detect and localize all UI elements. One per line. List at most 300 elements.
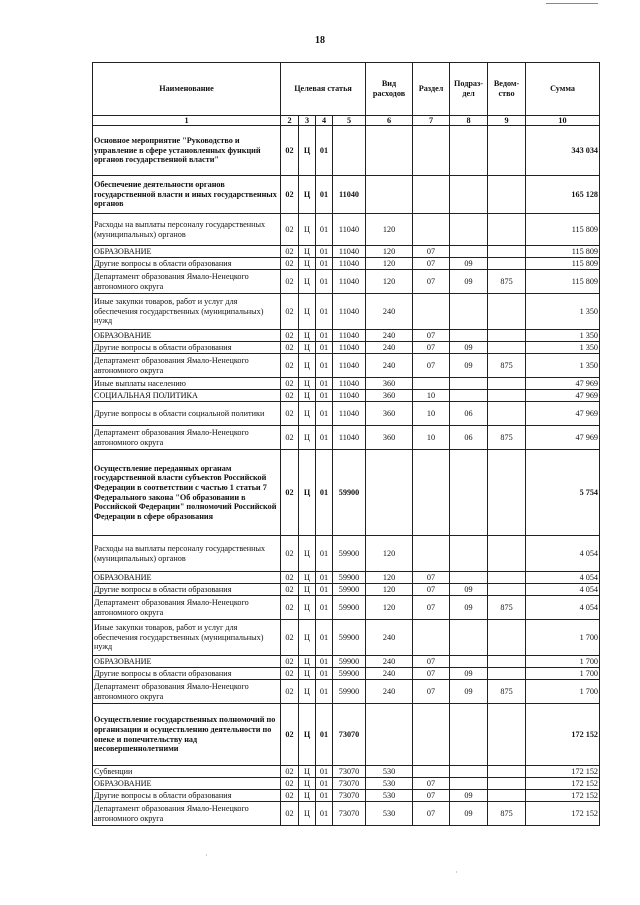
header-department: Ведом-ство	[488, 63, 526, 116]
expense-type	[366, 176, 413, 214]
program-code: 02	[281, 536, 299, 572]
row-name: Другие вопросы в области образования	[93, 584, 281, 596]
section	[413, 214, 450, 246]
program-code: 02	[281, 766, 299, 778]
table-row	[93, 402, 600, 426]
row-name: Осуществление государственных полномочий по организации и осуществлению деятельности по опеке и попечительству над несовершеннолетними	[93, 704, 281, 766]
row-name: Департамент образования Ямало-Ненецкого автономного округа	[93, 426, 281, 450]
department-code	[488, 294, 526, 330]
row-name: Другие вопросы в области социальной политики	[93, 402, 281, 426]
row-name: Обеспечение деятельности органов государственной власти и иных государственных органов	[93, 176, 281, 214]
department-code	[488, 390, 526, 402]
table-row	[93, 766, 600, 778]
expense-type: 360	[366, 402, 413, 426]
page-number: 18	[315, 35, 325, 46]
subsection	[450, 390, 488, 402]
expense-type: 360	[366, 378, 413, 390]
program-code: 02	[281, 294, 299, 330]
row-name: Субвенции	[93, 766, 281, 778]
direction-code: 11040	[333, 330, 366, 342]
event-code: 01	[316, 680, 333, 704]
table-row	[93, 596, 600, 620]
event-code: 01	[316, 176, 333, 214]
section	[413, 378, 450, 390]
section	[413, 176, 450, 214]
column-number: 2	[281, 116, 299, 126]
row-name: ОБРАЗОВАНИЕ	[93, 778, 281, 790]
row-name: СОЦИАЛЬНАЯ ПОЛИТИКА	[93, 390, 281, 402]
subprogram-code: Ц	[299, 704, 316, 766]
subprogram-code: Ц	[299, 294, 316, 330]
section: 10	[413, 390, 450, 402]
row-sum: 343 034	[526, 126, 600, 176]
row-sum: 172 152	[526, 790, 600, 802]
row-name: ОБРАЗОВАНИЕ	[93, 246, 281, 258]
subsection	[450, 766, 488, 778]
department-code	[488, 656, 526, 668]
row-sum: 172 152	[526, 704, 600, 766]
table-row	[93, 584, 600, 596]
department-code	[488, 620, 526, 656]
section: 07	[413, 354, 450, 378]
header-subsection: Подраз-дел	[450, 63, 488, 116]
department-code	[488, 584, 526, 596]
row-sum: 1 350	[526, 294, 600, 330]
event-code: 01	[316, 126, 333, 176]
section	[413, 766, 450, 778]
table-row	[93, 126, 600, 176]
column-number: 1	[93, 116, 281, 126]
row-name: Иные выплаты населению	[93, 378, 281, 390]
row-name: Другие вопросы в области образования	[93, 258, 281, 270]
header-sum: Сумма	[526, 63, 600, 116]
column-number: 8	[450, 116, 488, 126]
direction-code: 59900	[333, 536, 366, 572]
expense-type	[366, 126, 413, 176]
row-sum: 165 128	[526, 176, 600, 214]
subprogram-code: Ц	[299, 450, 316, 536]
expense-type: 120	[366, 258, 413, 270]
direction-code: 11040	[333, 390, 366, 402]
row-name: Осуществление переданных органам государственной власти субъектов Российской Федерации в соответствии с частью 1 статьи 7 Федерального закона "Об образовании в Российской Федерации" полномочий Российской Федерации в сфере образования	[93, 450, 281, 536]
expense-type: 530	[366, 802, 413, 826]
row-sum: 47 969	[526, 390, 600, 402]
expense-type: 240	[366, 620, 413, 656]
section	[413, 294, 450, 330]
event-code: 01	[316, 390, 333, 402]
program-code: 02	[281, 270, 299, 294]
department-code: 875	[488, 680, 526, 704]
direction-code: 73070	[333, 766, 366, 778]
subsection: 09	[450, 584, 488, 596]
table-row	[93, 802, 600, 826]
table-body	[93, 126, 600, 826]
subprogram-code: Ц	[299, 802, 316, 826]
section	[413, 450, 450, 536]
table-row	[93, 342, 600, 354]
direction-code: 11040	[333, 426, 366, 450]
row-sum: 4 054	[526, 584, 600, 596]
table-row	[93, 790, 600, 802]
department-code	[488, 790, 526, 802]
direction-code: 73070	[333, 802, 366, 826]
row-name: Департамент образования Ямало-Ненецкого автономного округа	[93, 596, 281, 620]
program-code: 02	[281, 402, 299, 426]
table-row	[93, 778, 600, 790]
direction-code: 11040	[333, 258, 366, 270]
row-name: Иные закупки товаров, работ и услуг для обеспечения государственных (муниципальных) нужд	[93, 620, 281, 656]
event-code: 01	[316, 656, 333, 668]
department-code	[488, 402, 526, 426]
direction-code: 59900	[333, 656, 366, 668]
expense-type: 360	[366, 390, 413, 402]
row-sum: 172 152	[526, 766, 600, 778]
section: 07	[413, 802, 450, 826]
program-code: 02	[281, 572, 299, 584]
table-row	[93, 390, 600, 402]
program-code: 02	[281, 596, 299, 620]
subprogram-code: Ц	[299, 620, 316, 656]
row-sum: 115 809	[526, 270, 600, 294]
direction-code: 11040	[333, 378, 366, 390]
program-code: 02	[281, 680, 299, 704]
scan-speck: ·	[455, 868, 458, 877]
subsection	[450, 294, 488, 330]
expense-type: 530	[366, 766, 413, 778]
column-number: 10	[526, 116, 600, 126]
subprogram-code: Ц	[299, 766, 316, 778]
department-code: 875	[488, 354, 526, 378]
header-expense-type: Вид расходов	[366, 63, 413, 116]
row-name: Расходы на выплаты персоналу государственных (муниципальных) органов	[93, 536, 281, 572]
program-code: 02	[281, 620, 299, 656]
subprogram-code: Ц	[299, 790, 316, 802]
row-sum: 4 054	[526, 572, 600, 584]
department-code	[488, 450, 526, 536]
table-row	[93, 378, 600, 390]
program-code: 02	[281, 126, 299, 176]
subprogram-code: Ц	[299, 656, 316, 668]
direction-code: 59900	[333, 596, 366, 620]
expense-type: 530	[366, 778, 413, 790]
event-code: 01	[316, 426, 333, 450]
subsection: 06	[450, 426, 488, 450]
row-sum: 1 350	[526, 354, 600, 378]
table-row	[93, 704, 600, 766]
row-name: Другие вопросы в области образования	[93, 790, 281, 802]
row-sum: 4 054	[526, 536, 600, 572]
subsection: 09	[450, 354, 488, 378]
event-code: 01	[316, 572, 333, 584]
section: 10	[413, 402, 450, 426]
subsection	[450, 126, 488, 176]
row-sum: 115 809	[526, 246, 600, 258]
expense-type: 120	[366, 584, 413, 596]
row-sum: 172 152	[526, 802, 600, 826]
department-code: 875	[488, 802, 526, 826]
program-code: 02	[281, 656, 299, 668]
column-number-row	[93, 116, 600, 126]
subsection	[450, 246, 488, 258]
direction-code: 11040	[333, 176, 366, 214]
subsection: 09	[450, 596, 488, 620]
row-name: Другие вопросы в области образования	[93, 342, 281, 354]
department-code	[488, 536, 526, 572]
subprogram-code: Ц	[299, 596, 316, 620]
direction-code: 73070	[333, 790, 366, 802]
header-target-article: Целевая статья	[281, 63, 366, 116]
program-code: 02	[281, 450, 299, 536]
department-code	[488, 330, 526, 342]
event-code: 01	[316, 704, 333, 766]
direction-code: 73070	[333, 704, 366, 766]
section: 10	[413, 426, 450, 450]
program-code: 02	[281, 330, 299, 342]
table-row	[93, 258, 600, 270]
row-name: Другие вопросы в области образования	[93, 668, 281, 680]
section: 07	[413, 790, 450, 802]
event-code: 01	[316, 790, 333, 802]
program-code: 02	[281, 584, 299, 596]
row-name: ОБРАЗОВАНИЕ	[93, 330, 281, 342]
event-code: 01	[316, 342, 333, 354]
program-code: 02	[281, 790, 299, 802]
subprogram-code: Ц	[299, 584, 316, 596]
section	[413, 126, 450, 176]
subprogram-code: Ц	[299, 402, 316, 426]
subsection	[450, 778, 488, 790]
department-code	[488, 342, 526, 354]
expense-type: 120	[366, 214, 413, 246]
event-code: 01	[316, 330, 333, 342]
expense-type: 240	[366, 330, 413, 342]
section: 07	[413, 584, 450, 596]
subprogram-code: Ц	[299, 258, 316, 270]
expense-type: 120	[366, 270, 413, 294]
department-code	[488, 766, 526, 778]
expense-type: 240	[366, 354, 413, 378]
program-code: 02	[281, 214, 299, 246]
row-sum: 5 754	[526, 450, 600, 536]
subsection: 09	[450, 802, 488, 826]
row-name: Департамент образования Ямало-Ненецкого автономного округа	[93, 680, 281, 704]
program-code: 02	[281, 668, 299, 680]
expense-type: 360	[366, 426, 413, 450]
subprogram-code: Ц	[299, 126, 316, 176]
subprogram-code: Ц	[299, 342, 316, 354]
subsection	[450, 450, 488, 536]
direction-code: 11040	[333, 270, 366, 294]
table-row	[93, 450, 600, 536]
direction-code: 59900	[333, 680, 366, 704]
row-sum: 1 700	[526, 656, 600, 668]
row-name: Основное мероприятие "Руководство и управление в сфере установленных функций органов государственной власти"	[93, 126, 281, 176]
table-row	[93, 214, 600, 246]
section: 07	[413, 656, 450, 668]
event-code: 01	[316, 402, 333, 426]
expense-type: 240	[366, 342, 413, 354]
section: 07	[413, 596, 450, 620]
subprogram-code: Ц	[299, 214, 316, 246]
subprogram-code: Ц	[299, 668, 316, 680]
expense-type: 120	[366, 246, 413, 258]
row-sum: 172 152	[526, 778, 600, 790]
row-sum: 1 350	[526, 330, 600, 342]
subsection: 09	[450, 342, 488, 354]
row-sum: 1 350	[526, 342, 600, 354]
department-code	[488, 704, 526, 766]
table-row	[93, 656, 600, 668]
expense-type	[366, 704, 413, 766]
event-code: 01	[316, 668, 333, 680]
section	[413, 620, 450, 656]
subprogram-code: Ц	[299, 378, 316, 390]
event-code: 01	[316, 214, 333, 246]
section: 07	[413, 572, 450, 584]
expense-type: 240	[366, 668, 413, 680]
subprogram-code: Ц	[299, 426, 316, 450]
event-code: 01	[316, 246, 333, 258]
subprogram-code: Ц	[299, 572, 316, 584]
event-code: 01	[316, 584, 333, 596]
row-name: ОБРАЗОВАНИЕ	[93, 656, 281, 668]
department-code: 875	[488, 596, 526, 620]
expense-type	[366, 450, 413, 536]
subsection: 09	[450, 668, 488, 680]
table-row	[93, 620, 600, 656]
section: 07	[413, 246, 450, 258]
subsection: 09	[450, 680, 488, 704]
expense-type: 240	[366, 656, 413, 668]
row-sum: 1 700	[526, 680, 600, 704]
event-code: 01	[316, 450, 333, 536]
subprogram-code: Ц	[299, 536, 316, 572]
program-code: 02	[281, 390, 299, 402]
table-row	[93, 426, 600, 450]
subprogram-code: Ц	[299, 176, 316, 214]
subsection	[450, 214, 488, 246]
row-sum: 47 969	[526, 426, 600, 450]
event-code: 01	[316, 354, 333, 378]
subsection	[450, 572, 488, 584]
program-code: 02	[281, 802, 299, 826]
section	[413, 536, 450, 572]
event-code: 01	[316, 294, 333, 330]
subsection	[450, 378, 488, 390]
subsection	[450, 330, 488, 342]
event-code: 01	[316, 802, 333, 826]
subsection: 06	[450, 402, 488, 426]
row-sum: 115 809	[526, 258, 600, 270]
subprogram-code: Ц	[299, 354, 316, 378]
table-row	[93, 668, 600, 680]
subsection: 09	[450, 790, 488, 802]
direction-code: 11040	[333, 354, 366, 378]
direction-code: 59900	[333, 572, 366, 584]
expense-type: 240	[366, 680, 413, 704]
subprogram-code: Ц	[299, 390, 316, 402]
subprogram-code: Ц	[299, 778, 316, 790]
table-row	[93, 572, 600, 584]
direction-code: 11040	[333, 342, 366, 354]
section: 07	[413, 668, 450, 680]
column-number: 9	[488, 116, 526, 126]
event-code: 01	[316, 620, 333, 656]
table-row	[93, 330, 600, 342]
direction-code: 11040	[333, 214, 366, 246]
department-code	[488, 214, 526, 246]
direction-code	[333, 126, 366, 176]
table-row	[93, 246, 600, 258]
subsection: 09	[450, 258, 488, 270]
direction-code: 73070	[333, 778, 366, 790]
program-code: 02	[281, 426, 299, 450]
subsection	[450, 704, 488, 766]
department-code	[488, 258, 526, 270]
direction-code: 59900	[333, 668, 366, 680]
row-sum: 47 969	[526, 378, 600, 390]
row-sum: 115 809	[526, 214, 600, 246]
program-code: 02	[281, 246, 299, 258]
section: 07	[413, 330, 450, 342]
event-code: 01	[316, 258, 333, 270]
department-code	[488, 176, 526, 214]
program-code: 02	[281, 378, 299, 390]
event-code: 01	[316, 536, 333, 572]
subprogram-code: Ц	[299, 246, 316, 258]
department-code	[488, 572, 526, 584]
direction-code: 11040	[333, 246, 366, 258]
subsection	[450, 620, 488, 656]
expense-type: 120	[366, 536, 413, 572]
event-code: 01	[316, 778, 333, 790]
row-name: Расходы на выплаты персоналу государственных (муниципальных) органов	[93, 214, 281, 246]
row-name: ОБРАЗОВАНИЕ	[93, 572, 281, 584]
subprogram-code: Ц	[299, 680, 316, 704]
section: 07	[413, 270, 450, 294]
table-header-row	[93, 63, 600, 116]
header-section: Раздел	[413, 63, 450, 116]
direction-code: 59900	[333, 584, 366, 596]
program-code: 02	[281, 778, 299, 790]
budget-table	[92, 62, 600, 826]
program-code: 02	[281, 342, 299, 354]
event-code: 01	[316, 378, 333, 390]
department-code	[488, 668, 526, 680]
table-row	[93, 294, 600, 330]
section	[413, 704, 450, 766]
subprogram-code: Ц	[299, 330, 316, 342]
column-number: 3	[299, 116, 316, 126]
program-code: 02	[281, 258, 299, 270]
direction-code: 59900	[333, 450, 366, 536]
row-name: Иные закупки товаров, работ и услуг для обеспечения государственных (муниципальных) нужд	[93, 294, 281, 330]
expense-type: 120	[366, 596, 413, 620]
direction-code: 11040	[333, 294, 366, 330]
row-sum: 47 969	[526, 402, 600, 426]
table-row	[93, 354, 600, 378]
section: 07	[413, 258, 450, 270]
subsection: 09	[450, 270, 488, 294]
column-number: 5	[333, 116, 366, 126]
section: 07	[413, 778, 450, 790]
program-code: 02	[281, 704, 299, 766]
table-row	[93, 680, 600, 704]
column-number: 6	[366, 116, 413, 126]
table-row	[93, 176, 600, 214]
subprogram-code: Ц	[299, 270, 316, 294]
row-sum: 1 700	[526, 620, 600, 656]
